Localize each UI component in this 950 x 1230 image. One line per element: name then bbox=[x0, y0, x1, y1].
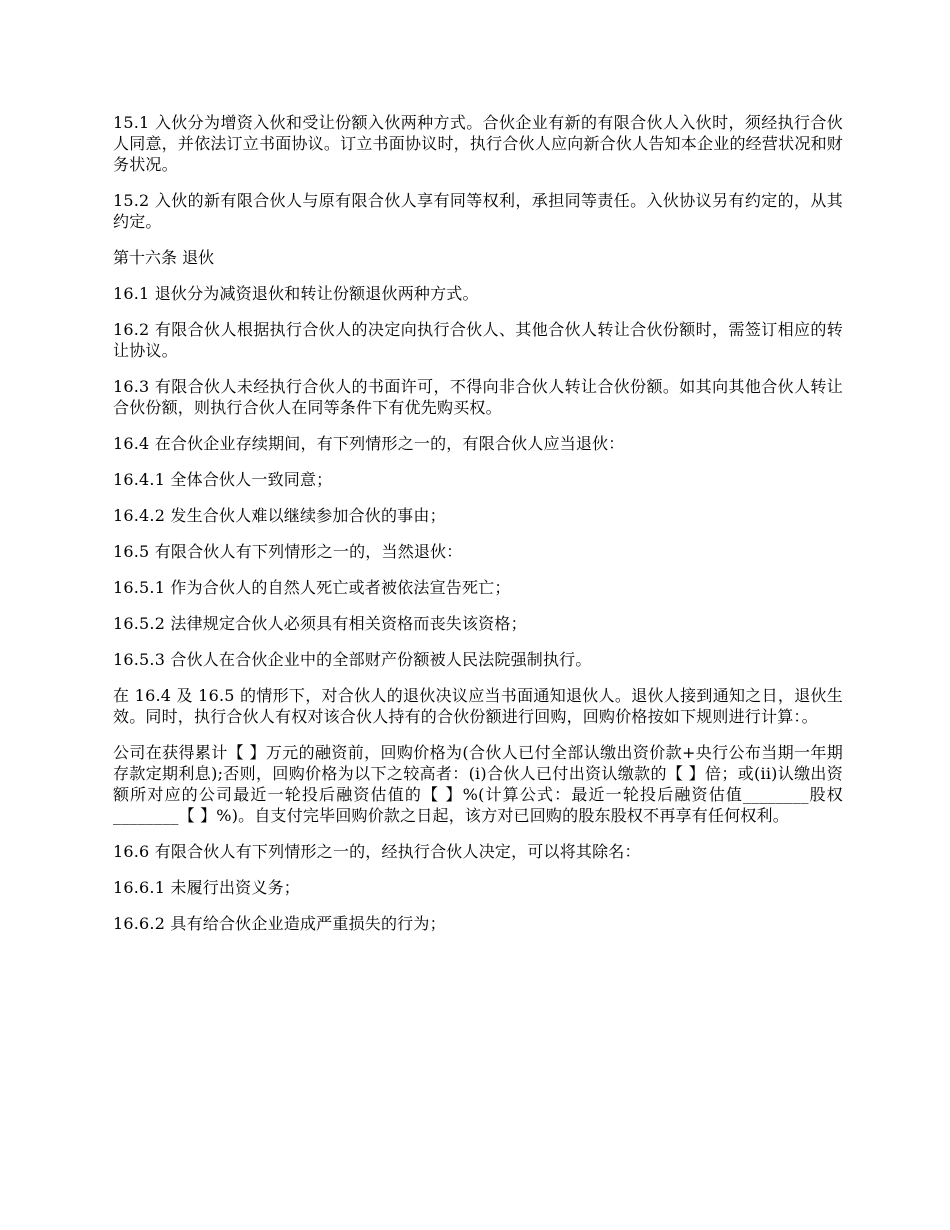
paragraph-16-5: 16.5 有限合伙人有下列情形之一的，当然退伙： bbox=[113, 542, 463, 561]
paragraph-16-4-1: 16.4.1 全体合伙人一致同意； bbox=[113, 470, 333, 489]
paragraph-16-3: 16.3 有限合伙人未经执行合伙人的书面许可，不得向非合伙人转让合伙份额。如其向其他合伙人转让合伙份额，则执行合伙人在同等条件下有优先购买权。 bbox=[113, 377, 843, 417]
paragraph-16-5-3: 16.5.3 合伙人在合伙企业中的全部财产份额被人民法院强制执行。 bbox=[113, 650, 592, 669]
paragraph-16-4: 16.4 在合伙企业存续期间，有下列情形之一的，有限合伙人应当退伙： bbox=[113, 434, 625, 453]
paragraph-16-6: 16.6 有限合伙人有下列情形之一的，经执行合伙人决定，可以将其除名： bbox=[113, 842, 641, 861]
document-page bbox=[113, 112, 843, 949]
section-heading-article-16: 第十六条 退伙 bbox=[113, 248, 215, 267]
paragraph-16-5-1: 16.5.1 作为合伙人的自然人死亡或者被依法宣告死亡； bbox=[113, 578, 511, 597]
paragraph-16-6-1: 16.6.1 未履行出资义务； bbox=[113, 878, 300, 897]
paragraph-16-2: 16.2 有限合伙人根据执行合伙人的决定向执行合伙人、其他合伙人转让合伙份额时，需签订相应的转让协议。 bbox=[113, 320, 843, 360]
paragraph-withdrawal-notice: 在 16.4 及 16.5 的情形下，对合伙人的退伙决议应当书面通知退伙人。退伙人接到通知之日，退伙生效。同时，执行合伙人有权对该合伙人持有的合伙份额进行回购，回购价格按如下规则进行计算：。 bbox=[113, 686, 843, 726]
paragraph-16-5-2: 16.5.2 法律规定合伙人必须具有相关资格而丧失该资格； bbox=[113, 614, 527, 633]
paragraph-15-1: 15.1 入伙分为增资入伙和受让份额入伙两种方式。合伙企业有新的有限合伙人入伙时，须经执行合伙人同意，并依法订立书面协议。订立书面协议时，执行合伙人应向新合伙人告知本企业的经营状况和财务状况。 bbox=[113, 113, 843, 174]
paragraph-16-6-2: 16.6.2 具有给合伙企业造成严重损失的行为； bbox=[113, 914, 446, 933]
paragraph-16-1: 16.1 退伙分为减资退伙和转让份额退伙两种方式。 bbox=[113, 284, 479, 303]
paragraph-repurchase-price: 公司在获得累计【 】万元的融资前，回购价格为(合伙人已付全部认缴出资价款+央行公布当期一年期存款定期利息);否则，回购价格为以下之较高者：(i)合伙人已付出资认缴款的【 】倍；或(ii)认缴出资额所对应的公司最近一轮投后融资估值的【 】%(计算公式：最近一轮投后融资估值________股权________【 】%)。自支付完毕回购价款之日起，该方对已回购的股东股权不再享有任何权利。 bbox=[113, 743, 843, 825]
paragraph-15-2: 15.2 入伙的新有限合伙人与原有限合伙人享有同等权利，承担同等责任。入伙协议另有约定的，从其约定。 bbox=[113, 191, 843, 231]
paragraph-16-4-2: 16.4.2 发生合伙人难以继续参加合伙的事由； bbox=[113, 506, 446, 525]
